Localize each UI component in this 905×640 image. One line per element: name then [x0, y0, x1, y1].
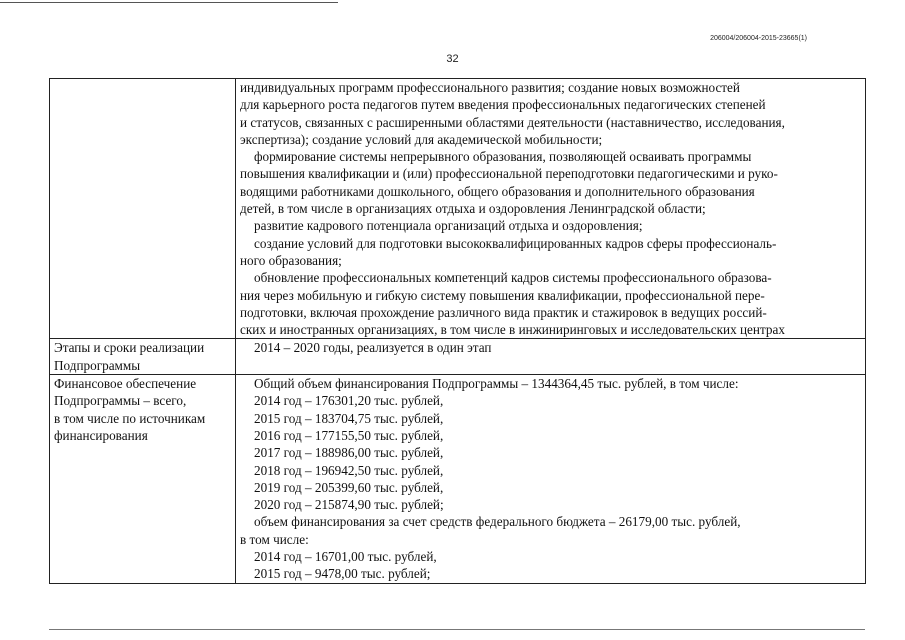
- content-line: 2018 год – 196942,50 тыс. рублей,: [254, 462, 444, 478]
- row-label-line: в том числе по источникам: [54, 410, 206, 426]
- content-line: повышения квалификации и (или) профессиональной переподготовки педагогическими и руко-: [240, 166, 778, 182]
- row-label-line: Этапы и сроки реализации: [54, 340, 205, 356]
- row-label-cell: [50, 79, 236, 339]
- page-number: 32: [446, 53, 459, 65]
- row-label-line: финансирования: [54, 427, 148, 443]
- content-line: Общий объем финансирования Подпрограммы – 1344364,45 тыс. рублей, в том числе:: [254, 376, 739, 392]
- content-line: 2020 год – 215874,90 тыс. рублей;: [254, 497, 444, 513]
- program-passport-table: [49, 78, 866, 584]
- row-label-cell: [50, 339, 236, 375]
- content-line: ния через мобильную и гибкую систему повышения квалификации, профессиональной пере-: [240, 287, 765, 303]
- content-line: обновление профессиональных компетенций кадров системы профессионального образова-: [254, 270, 772, 286]
- table-row: [50, 339, 866, 375]
- row-label-line: Подпрограммы – всего,: [54, 393, 187, 409]
- content-line: развитие кадрового потенциала организаций отдыха и оздоровления;: [254, 218, 643, 234]
- content-line: 2017 год – 188986,00 тыс. рублей,: [254, 445, 444, 461]
- content-line: ских и иностранных организациях, в том числе в инжиниринговых и исследовательских центрах: [240, 322, 785, 338]
- content-line: детей, в том числе в организациях отдыха и оздоровления Ленинградской области;: [240, 201, 706, 217]
- content-line: 2014 год – 176301,20 тыс. рублей,: [254, 393, 444, 409]
- content-line: 2014 год – 16701,00 тыс. рублей,: [254, 549, 437, 565]
- content-line: 2015 год – 183704,75 тыс. рублей,: [254, 410, 444, 426]
- document-id: 206004/206004-2015-23665(1): [710, 35, 807, 42]
- row-label-line: Подпрограммы: [54, 357, 141, 373]
- content-line: формирование системы непрерывного образования, позволяющей осваивать программы: [254, 149, 752, 165]
- content-line: ного образования;: [240, 252, 342, 268]
- top-rule: [0, 2, 338, 3]
- content-line: в том числе:: [240, 531, 309, 547]
- table-row: [50, 79, 866, 339]
- content-line: и статусов, связанных с расширенными областями деятельности (наставничество, исследования,: [240, 114, 785, 130]
- row-content-cell: [236, 375, 866, 584]
- content-line: индивидуальных программ профессионального развития; создание новых возможностей: [240, 80, 740, 95]
- content-line: 2015 год – 9478,00 тыс. рублей;: [254, 566, 431, 582]
- row-content-cell: [236, 79, 866, 339]
- bottom-rule: [49, 629, 865, 630]
- table-row: [50, 375, 866, 584]
- content-line: для карьерного роста педагогов путем введения профессиональных педагогических степеней: [240, 97, 766, 113]
- content-line: экспертиза); создание условий для академической мобильности;: [240, 131, 603, 147]
- row-label-cell: [50, 375, 236, 584]
- content-line: водящими работниками дошкольного, общего образования и дополнительного образования: [240, 183, 755, 199]
- content-line: 2019 год – 205399,60 тыс. рублей,: [254, 479, 444, 495]
- content-line: 2014 – 2020 годы, реализуется в один этап: [254, 340, 492, 356]
- content-line: объем финансирования за счет средств федерального бюджета – 26179,00 тыс. рублей,: [254, 514, 741, 530]
- content-line: создание условий для подготовки высококвалифицированных кадров сферы профессиональ-: [254, 235, 777, 251]
- content-line: подготовки, включая прохождение различного вида практик и стажировок в ведущих россий-: [240, 304, 767, 320]
- content-line: 2016 год – 177155,50 тыс. рублей,: [254, 427, 444, 443]
- row-label-line: Финансовое обеспечение: [54, 376, 197, 392]
- row-content-cell: [236, 339, 866, 375]
